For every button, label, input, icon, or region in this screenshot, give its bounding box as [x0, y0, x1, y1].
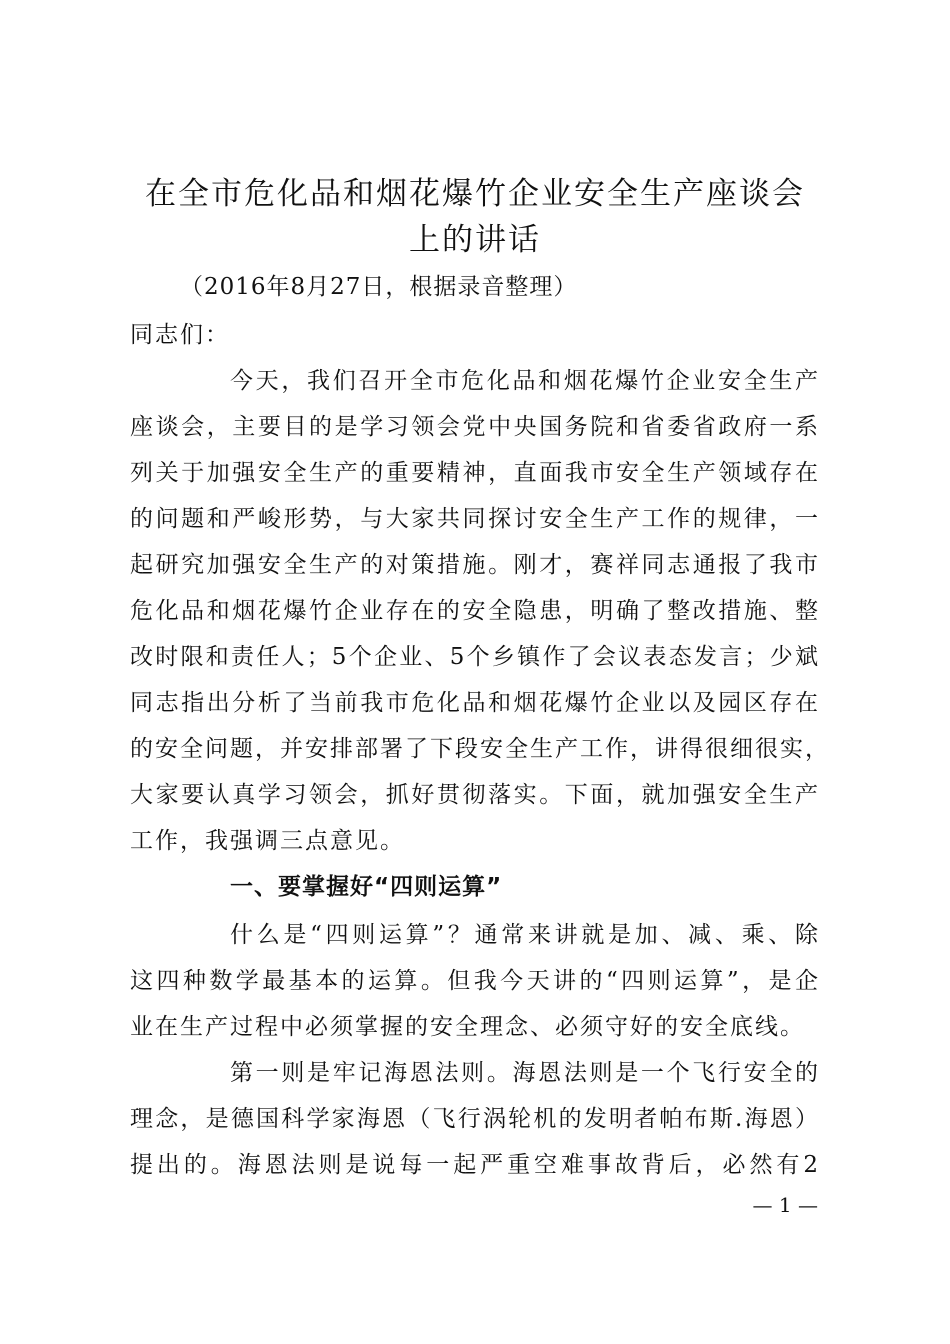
paragraph-line: 起研究加强安全生产的对策措施。刚才，赛祥同志通报了我市: [130, 552, 820, 578]
paragraph-line: 列关于加强安全生产的重要精神，直面我市安全生产领域存在: [130, 460, 820, 486]
paragraph-line: 这四种数学最基本的运算。但我今天讲的“四则运算”，是企: [130, 968, 820, 994]
paragraph-line: 提出的。海恩法则是说每一起严重空难事故背后，必然有2: [130, 1152, 820, 1178]
paragraph-line: 工作，我强调三点意见。: [130, 828, 405, 854]
salutation: 同志们：: [130, 322, 230, 348]
paragraph-line: 理念，是德国科学家海恩（飞行涡轮机的发明者帕布斯.海恩）: [130, 1106, 820, 1132]
dateline: （2016年8月27日，根据录音整理）: [180, 274, 578, 300]
paragraph-line: 的问题和严峻形势，与大家共同探讨安全生产工作的规律，一: [130, 506, 820, 532]
paragraph-line: 第一则是牢记海恩法则。海恩法则是一个飞行安全的: [230, 1060, 820, 1086]
paragraph-line: 今天，我们召开全市危化品和烟花爆竹企业安全生产: [230, 368, 820, 394]
paragraph-line: 什么是“四则运算”？通常来讲就是加、减、乘、除: [230, 922, 820, 948]
paragraph-line: 业在生产过程中必须掌握的安全理念、必须守好的安全底线。: [130, 1014, 805, 1040]
paragraph-line: 危化品和烟花爆竹企业存在的安全隐患，明确了整改措施、整: [130, 598, 820, 624]
paragraph-line: 同志指出分析了当前我市危化品和烟花爆竹企业以及园区存在: [130, 690, 820, 716]
page-number: — 1 —: [752, 1193, 818, 1217]
paragraph-line: 大家要认真学习领会，抓好贯彻落实。下面，就加强安全生产: [130, 782, 820, 808]
section-heading: 一、要掌握好“四则运算”: [230, 874, 503, 900]
document-title-line-1: 在全市危化品和烟花爆竹企业安全生产座谈会: [145, 176, 805, 212]
paragraph-line: 改时限和责任人；5个企业、5个乡镇作了会议表态发言；少斌: [130, 644, 820, 670]
document-title-line-2: 上的讲话: [409, 222, 541, 258]
paragraph-line: 的安全问题，并安排部署了下段安全生产工作，讲得很细很实，: [130, 736, 830, 762]
paragraph-line: 座谈会，主要目的是学习领会党中央国务院和省委省政府一系: [130, 414, 820, 440]
